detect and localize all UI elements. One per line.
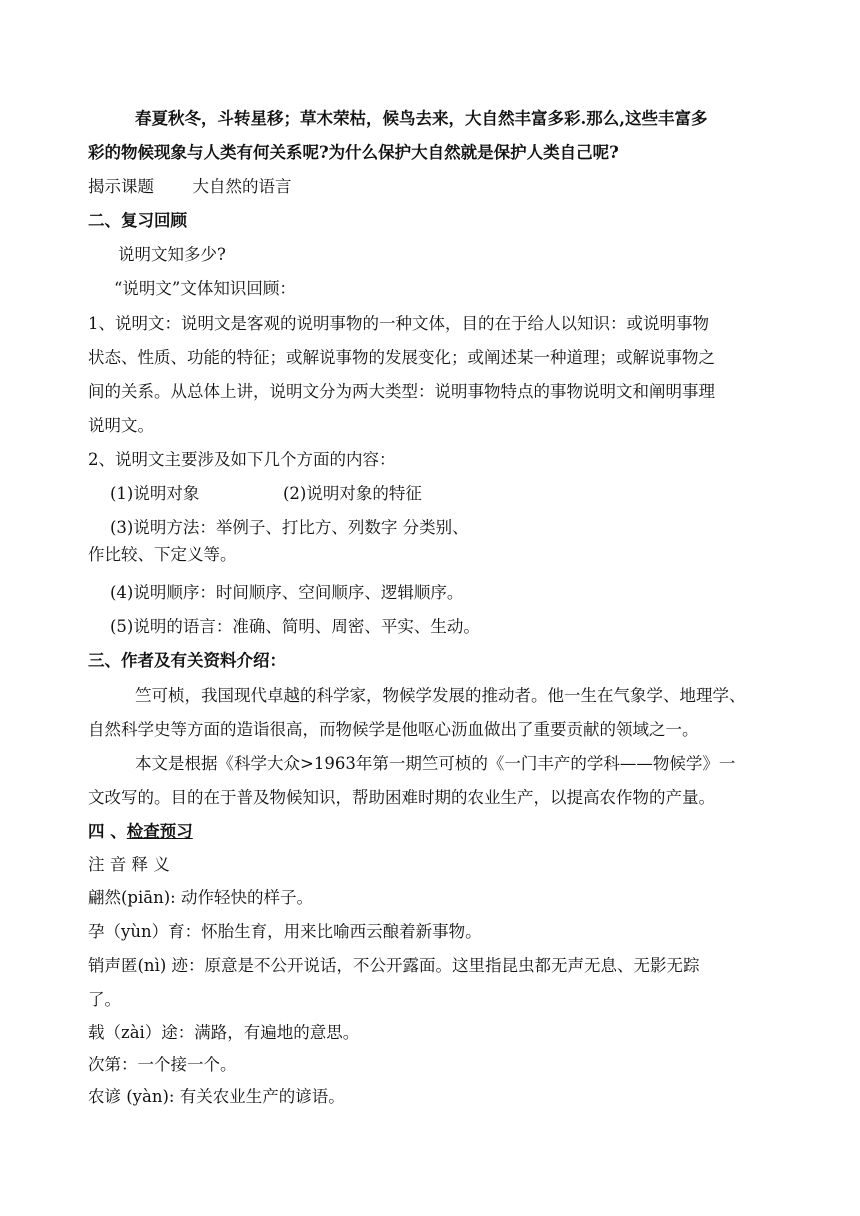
section-heading-review: 二、复习回顾 (88, 211, 187, 230)
review-question: 说明文知多少? (118, 245, 226, 264)
section-heading-preview (88, 822, 193, 842)
review-subtitle: “说明文”文体知识回顾： (114, 279, 296, 298)
aspect-item-4: (4)说明顺序：时间顺序、空间顺序、逻辑顺序。 (110, 583, 464, 602)
topic-label: 揭示课题 (88, 177, 154, 196)
aspect-item-5: (5)说明的语言：准确、简明、周密、平实、生动。 (110, 617, 480, 636)
author-line-1: 竺可桢，我国现代卓越的科学家，物候学发展的推动者。他一生在气象学、地理学、 (135, 686, 746, 705)
vocab-entry-6: 农谚 (yàn): 有关农业生产的谚语。 (88, 1087, 345, 1106)
topic-title: 大自然的语言 (192, 177, 292, 196)
vocab-entry-4: 载（zài）途：满路，有遍地的意思。 (88, 1023, 360, 1042)
vocab-entry-3: 销声匿(nì) 迹：原意是不公开说话，不公开露面。这里指昆虫都无声无息、无影无踪 (88, 956, 700, 975)
preview-heading-underlined: 检查预习 (126, 822, 193, 841)
definition-line-4: 说明文。 (88, 416, 154, 435)
aspect-item-1: (1)说明对象 (110, 484, 200, 503)
intro-line-1: 春夏秋冬，斗转星移；草木荣枯，候鸟去来，大自然丰富多彩.那么,这些丰富多 (135, 109, 708, 128)
preview-heading-prefix: 四 、 (88, 822, 127, 841)
vocab-entry-1: 翩然(piān): 动作轻快的样子。 (88, 888, 313, 907)
definition-line-1: 1、说明文：说明文是客观的说明事物的一种文体，目的在于给人以知识：或说明事物 (88, 314, 709, 333)
source-line-1: 本文是根据《科学大众>1963年第一期竺可桢的《一门丰产的学科——物候学》一 (135, 754, 736, 773)
aspect-item-2: (2)说明对象的特征 (283, 484, 422, 503)
topic-line (88, 177, 292, 197)
source-line-2: 文改写的。目的在于普及物候知识，帮助困难时期的农业生产，以提高农作物的产量。 (88, 788, 715, 807)
intro-line-2: 彩的物候现象与人类有何关系呢?为什么保护大自然就是保护人类自己呢? (88, 143, 619, 162)
aspect-item-3: (3)说明方法：举例子、打比方、列数字 分类别、 (110, 518, 469, 537)
definition-line-2: 状态、性质、功能的特征；或解说事物的发展变化；或阐述某一种道理；或解说事物之 (88, 348, 715, 367)
aspects-intro: 2、说明文主要涉及如下几个方面的内容： (88, 450, 396, 469)
vocab-entry-5: 次第：一个接一个。 (88, 1055, 237, 1074)
definition-line-3: 间的关系。从总体上讲，说明文分为两大类型：说明事物特点的事物说明文和阐明事理 (88, 382, 715, 401)
vocab-entry-2: 孕（yùn）育：怀胎生育，用来比喻西云酿着新事物。 (88, 922, 482, 941)
author-line-2: 自然科学史等方面的造诣很高，而物候学是他呕心沥血做出了重要贡献的领域之一。 (88, 720, 699, 739)
section-heading-author: 三、作者及有关资料介绍： (88, 651, 286, 670)
pinyin-subheading: 注 音 释 义 (88, 855, 170, 874)
vocab-entry-3-cont: 了。 (88, 990, 121, 1009)
aspect-item-3-cont: 作比较、下定义等。 (88, 545, 237, 564)
